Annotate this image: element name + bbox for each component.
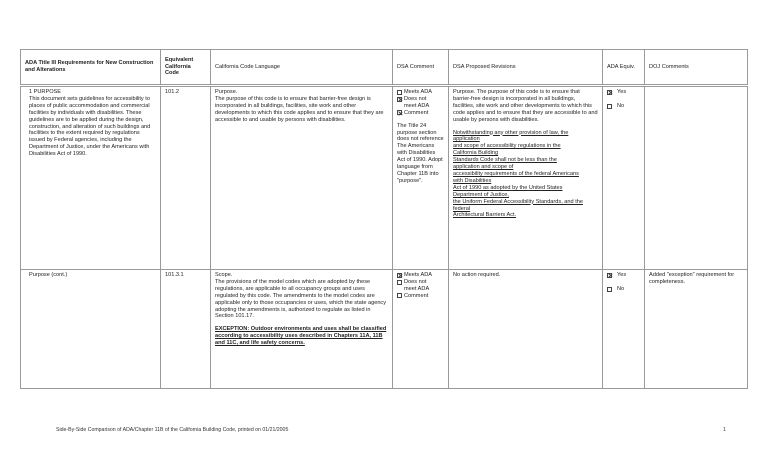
cal-heading: Purpose. [215, 89, 238, 95]
checkbox-checked-icon[interactable] [607, 273, 612, 278]
revision-underlined-line: Architectural Barriers Act. [453, 212, 517, 219]
ada-section-text: This document sets guidelines for accessibility to places of public accommodation and commercial facilities by individuals with disabilities. These guidelines are to be applied during the design, construction, and alteration of such buildings and facilities to the extent required by regulations issued by Federal agencies, including the Department of Justice, under the Americans with Disabilities Act of 1990. [29, 95, 151, 158]
ada-equiv-cell [603, 270, 645, 389]
revision-underlined-line: and scope of accessibility regulations in the [453, 143, 561, 150]
checkbox-checked-icon[interactable] [607, 90, 612, 95]
header-dsa-comment: DSA Comment [393, 50, 449, 86]
ada-equiv-yes-option[interactable] [607, 272, 640, 279]
does-not-label: Does not [404, 95, 427, 102]
revision-underlined-line: Department of Justice, [453, 191, 509, 198]
does-not-meet-ada-label-cont: meet ADA [404, 102, 430, 109]
header-ada-requirements: ADA Title III Requirements for New Construction and Alterations [21, 50, 161, 86]
does-not-meet-ada-label-cont: meet ADA [404, 285, 430, 292]
checkbox-icon[interactable] [607, 287, 612, 292]
table-header-row [21, 50, 748, 86]
header-ada-equiv: ADA Equiv. [603, 50, 645, 86]
comparison-table [20, 49, 748, 389]
header-doj-comments: DOJ Comments [645, 50, 748, 86]
revision-underlined-line: Act of 1990 as adopted by the United States [453, 184, 563, 191]
revision-underlined-line: California Building [453, 150, 499, 157]
revision-underlined-line: accessibility requirements of the federal Americans [453, 170, 579, 177]
revision-underlined-line: Notwithstanding any other provision of law, the [453, 129, 569, 136]
comment-label: Comment [404, 109, 429, 116]
does-not-meet-ada-option[interactable] [397, 279, 444, 286]
cal-code-cell: 101.3.1 [161, 270, 211, 389]
doj-comments-cell: Added "exception" requirement for completeness. [645, 270, 748, 389]
doj-comments-cell [645, 86, 748, 270]
checkbox-icon[interactable] [397, 293, 402, 298]
meets-ada-label: Meets ADA [404, 89, 432, 95]
yes-label: Yes [617, 89, 627, 95]
comment-option[interactable] [397, 110, 444, 117]
dsa-revisions-cell [449, 270, 603, 389]
meets-ada-option[interactable] [397, 272, 444, 279]
meets-ada-label: Meets ADA [404, 272, 432, 278]
revision-text: No action required. [453, 272, 501, 278]
revision-underlined-line: the Uniform Federal Accessibility Standards, and the [453, 198, 583, 205]
header-dsa-revisions: DSA Proposed Revisions [449, 50, 603, 86]
checkbox-checked-icon[interactable] [397, 110, 402, 115]
cal-language-cell [211, 270, 393, 389]
revision-underlined-line: application [453, 136, 480, 143]
cal-text: The purpose of this code is to ensure that barrier-free design is incorporated in all buildings, facilities, site work and other developments to which this code applies and to ensure that they are accessible to and usable by persons with disabilities. [215, 95, 384, 123]
ada-requirement-cell [21, 86, 161, 270]
dsa-comment-cell [393, 86, 449, 270]
checkbox-icon[interactable] [397, 90, 402, 95]
revision-underlined-line: application and scope of [453, 164, 514, 171]
does-not-label: Does not [404, 278, 427, 285]
no-label: No [617, 285, 625, 292]
header-california-language: California Code Language [211, 50, 393, 86]
revision-underlined-line: federal [453, 205, 471, 212]
ada-section-title: 1 PURPOSE [29, 89, 62, 95]
header-equivalent-code: Equivalent California Code [161, 50, 211, 86]
page-footer-text: Side-By-Side Comparison of ADA/Chapter 11B of the California Building Code, printed on 01/21/2005 [56, 427, 289, 433]
checkbox-checked-icon[interactable] [397, 97, 402, 102]
dsa-comment-text: The Title 24 purpose section does not reference The Americans with Disabilities Act of 1990. Adopt language from Chapter 11B into "purpose". [397, 122, 444, 184]
dsa-revisions-cell [449, 86, 603, 270]
revision-text: Purpose. The purpose of this code is to ensure that barrier-free design is incorporated in all buildings, facilities, site work and other developments to which this code applies and to ensure that they are accessible to and usable by persons with disabilities. [453, 89, 598, 123]
ada-equiv-no-option[interactable] [607, 103, 640, 110]
dsa-comment-cell [393, 270, 449, 389]
revision-underlined-line: Standards Code shall not be less than the [453, 157, 557, 164]
no-label: No [617, 102, 625, 109]
ada-requirement-cell [21, 270, 161, 389]
ada-equiv-yes-option[interactable] [607, 89, 640, 96]
cal-code-cell: 101.2 [161, 86, 211, 270]
checkbox-icon[interactable] [397, 280, 402, 285]
ada-equiv-cell [603, 86, 645, 270]
ada-section-title: Purpose (cont.) [29, 272, 68, 278]
table-row [21, 86, 748, 270]
table-row [21, 270, 748, 389]
checkbox-icon[interactable] [607, 104, 612, 109]
meets-ada-option[interactable] [397, 89, 444, 96]
page-number: 1 [723, 427, 726, 433]
revision-underlined-line: with Disabilities [453, 177, 492, 184]
yes-label: Yes [617, 272, 627, 278]
ada-equiv-no-option[interactable] [607, 286, 640, 293]
cal-language-cell [211, 86, 393, 270]
does-not-meet-ada-option[interactable] [397, 96, 444, 103]
comment-option[interactable] [397, 293, 444, 300]
checkbox-checked-icon[interactable] [397, 273, 402, 278]
comment-label: Comment [404, 292, 429, 299]
cal-text: The provisions of the model codes which are adopted by these regulations, are applicable to all occupancy groups and uses regulated by this code. The amendments to the model codes are applicable only to those occupancies or uses, which the state agency adopting the amendments is, authorized to regulate as listed in Section 101.17. [215, 278, 387, 320]
cal-heading: Scope. [215, 272, 233, 278]
cal-exception: EXCEPTION: Outdoor environments and uses shall be classified according to accessibility uses described in Chapters 11A, 11B and 11C, and life safety concerns. [215, 326, 387, 347]
